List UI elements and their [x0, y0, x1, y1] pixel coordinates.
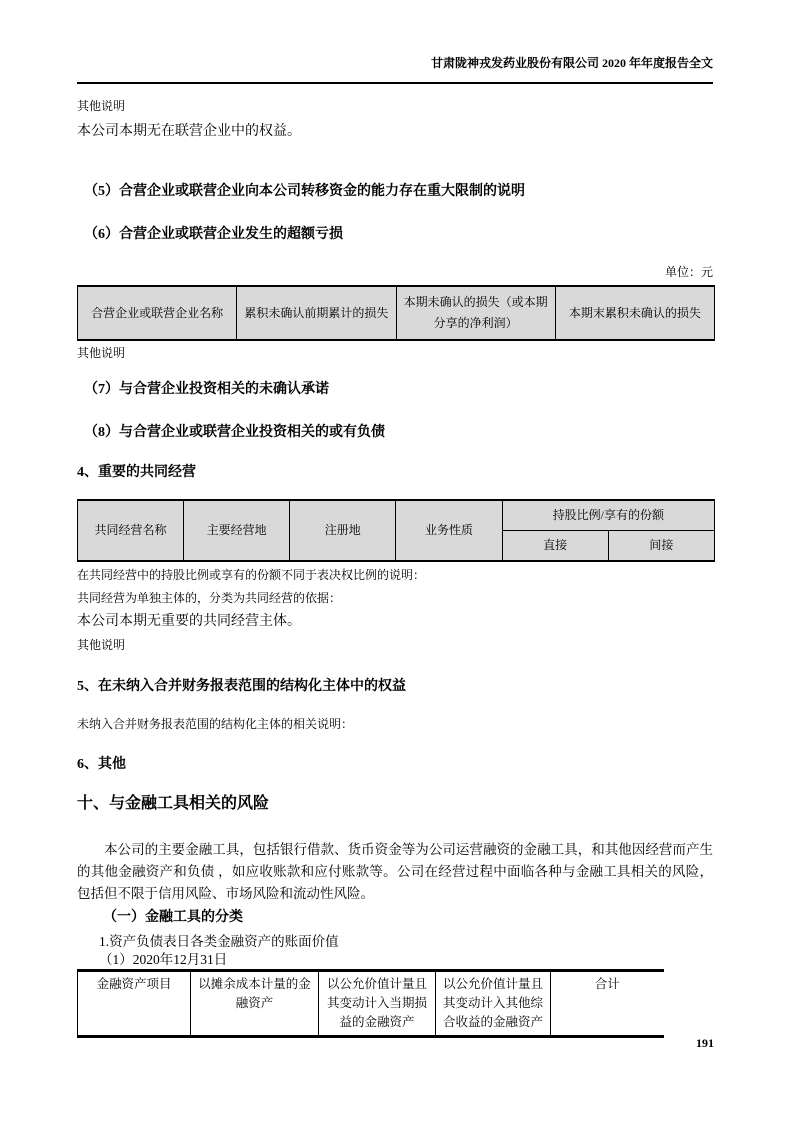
header-cell-shareholding-ratio-group: 持股比例/享有的份额 — [502, 500, 714, 531]
section-heading-6-other: 6、其他 — [77, 757, 126, 772]
joint-note-no-entity: 本公司本期无重要的共同经营主体。 — [77, 614, 301, 629]
table-header-row — [78, 971, 664, 1037]
header-cell-accumulated-prior-loss: 累积未确认前期累计的损失 — [237, 286, 396, 340]
section-heading-8: （8）与合营企业或联营企业投资相关的或有负债 — [84, 425, 385, 440]
report-header-title: 甘肃陇神戎发药业股份有限公司 2020 年年度报告全文 — [430, 56, 713, 70]
header-cell-fvoci: 以公允价值计量且其变动计入其他综合收益的金融资产 — [436, 971, 551, 1037]
header-cell-business-nature: 业务性质 — [396, 500, 502, 561]
financial-assets-table — [77, 969, 664, 1038]
header-cell-main-place: 主要经营地 — [184, 500, 290, 561]
no-associate-note: 本公司本期无在联营企业中的权益。 — [77, 124, 301, 139]
section-heading-10-financial-instrument-risk: 十、与金融工具相关的风险 — [77, 795, 270, 812]
structured-entity-note: 未纳入合并财务报表范围的结构化主体的相关说明： — [77, 717, 354, 731]
risk-paragraph: 本公司的主要金融工具，包括银行借款、货币资金等为公司运营融资的金融工具，和其他因经营而产生的其他金融资产和负债 ，如应收账款和应付账款等。公司在经营过程中面临各种与金融工具相关的风险，包括但不限于信用风险、市场风险和流动性风险。 — [77, 842, 713, 901]
other-note-2: 其他说明 — [77, 346, 126, 360]
table-header-row — [78, 286, 715, 340]
header-cell-period-end-loss: 本期末累积未确认的损失 — [555, 286, 714, 340]
header-cell-amortized-cost: 以摊余成本计量的金融资产 — [191, 971, 319, 1037]
page-number: 191 — [696, 1036, 714, 1050]
other-note-3: 其他说明 — [77, 638, 126, 652]
item1-heading: 1.资产负债表日各类金融资产的账面价值 — [99, 934, 339, 949]
section-heading-7: （7）与合营企业投资相关的未确认承诺 — [84, 382, 329, 397]
other-note-1: 其他说明 — [77, 99, 126, 113]
header-cell-enterprise-name: 合营企业或联营企业名称 — [78, 286, 237, 340]
section-heading-4-joint-operation: 4、重要的共同经营 — [77, 465, 196, 480]
joint-note-separate-entity: 共同经营为单独主体的，分类为共同经营的依据： — [77, 591, 342, 605]
joint-operation-table — [77, 499, 715, 562]
section-heading-6: （6）合营企业或联营企业发生的超额亏损 — [84, 227, 343, 242]
unit-label: 单位：元 — [664, 265, 713, 279]
excess-loss-table — [77, 285, 715, 341]
page-content — [77, 98, 713, 1038]
header-divider — [77, 82, 713, 84]
header-cell-fvtpl: 以公允价值计量且其变动计入当期损益的金融资产 — [319, 971, 436, 1037]
header-cell-registered-place: 注册地 — [290, 500, 396, 561]
classification-heading: （一）金融工具的分类 — [103, 910, 243, 925]
date-heading: （1）2020年12月31日 — [99, 952, 228, 967]
table-header-row — [78, 500, 715, 531]
header-cell-direct: 直接 — [502, 531, 608, 562]
section-heading-5-structured-entity: 5、在未纳入合并财务报表范围的结构化主体中的权益 — [77, 679, 406, 694]
header-cell-total: 合计 — [551, 971, 664, 1037]
section-heading-5: （5）合营企业或联营企业向本公司转移资金的能力存在重大限制的说明 — [84, 184, 525, 199]
header-cell-current-unrecognized-loss: 本期未确认的损失（或本期分享的净利润） — [396, 286, 555, 340]
header-cell-indirect: 间接 — [608, 531, 714, 562]
header-cell-joint-op-name: 共同经营名称 — [78, 500, 184, 561]
joint-note-voting-ratio: 在共同经营中的持股比例或享有的份额不同于表决权比例的说明： — [77, 568, 426, 582]
header-cell-financial-asset-item: 金融资产项目 — [78, 971, 191, 1037]
